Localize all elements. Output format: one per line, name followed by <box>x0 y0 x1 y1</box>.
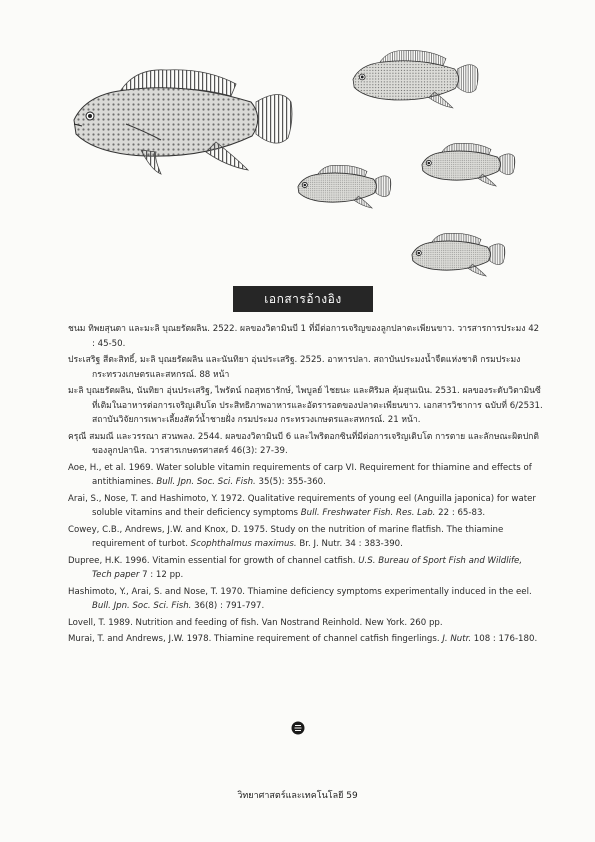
references-heading <box>233 286 373 312</box>
tilapia-fish-middle-left-illustration <box>294 162 394 214</box>
reference-tail: 7 : 12 pp. <box>139 570 184 580</box>
reference-text: Arai, S., Nose, T. and Hashimoto, Y. 1972. Qualitative requirements of young eel (Anguilla japonica) for water soluble vitamins and their deficiency symptoms <box>68 493 536 518</box>
reference-text: Cowey, C.B., Andrews, J.W. and Knox, D. 1975. Study on the nutrition of marine flatfish. The thiamine requirement of turbot. <box>68 524 504 549</box>
reference-entry <box>68 632 544 647</box>
reference-entry <box>68 353 544 382</box>
reference-entry <box>68 461 544 490</box>
references-heading-text: เอกสารอ้างอิง <box>264 291 342 306</box>
reference-entry <box>68 523 544 552</box>
reference-text: Murai, T. and Andrews, J.W. 1978. Thiamine requirement of channel catfish fingerlings. <box>68 634 443 644</box>
reference-text: Aoe, H., et al. 1969. Water soluble vitamin requirements of carp VI. Requirement for thiamine and effects of antithiamines. <box>68 462 532 487</box>
reference-entry <box>68 585 544 614</box>
reference-journal: Bull. Jpn. Soc. Sci. Fish. <box>92 601 192 611</box>
reference-list <box>68 322 544 649</box>
reference-text: Dupree, H.K. 1996. Vitamin essential for growth of channel catfish. <box>68 555 359 566</box>
reference-entry <box>68 384 544 428</box>
reference-text: Hashimoto, Y., Arai, S. and Nose, T. 1970. Thiamine deficiency symptoms experimentally induced in the eel. <box>68 586 532 597</box>
reference-text: มะลิ บุณยรัตผลิน, นันทิยา อุ่นประเสริฐ, ไพรัตน์ กอสุทธารักษ์, ไพบูลย์ ไชยนะ และศิริมล คุ้มสุนเนิน. 2531. ผลของระดับวิตามินซีที่เติมในอาหารต่อการเจริญเติบโต ประสิทธิภาพอาหารและอัตรารอดของปลาตะเพียนขาว. เอกสารวิชาการ ฉบับที่ 6/2531. สถาบันวิจัยการเพาะเลี้ยงสัตว์น้ำชายฝั่ง กรมประมง กระทรวงเกษตรและสหกรณ์. 21 หน้า. <box>68 386 543 425</box>
reference-journal: J. Nutr. <box>442 634 472 644</box>
reference-tail: 35(5): 355-360. <box>255 477 326 487</box>
tilapia-fish-bottom-right-illustration <box>408 230 508 282</box>
reference-entry <box>68 322 544 351</box>
reference-entry <box>68 430 544 459</box>
reference-tail: 22 : 65-83. <box>435 508 486 518</box>
reference-journal: U.S. Bureau of Sport Fish and Wildlife, Tech paper <box>92 555 523 580</box>
reference-text: ครุณี สมมณี และวรรณา สวนพลง. 2544. ผลของวิตามินบี 6 และไพริดอกซินที่มีต่อการเจริญเติบโต การตาย และลักษณะผิดปกติของลูกปลานิล. วารสารเกษตรศาสตร์ 46(3): 27-39. <box>68 431 539 456</box>
section-end-mark-icon <box>291 721 305 735</box>
reference-journal: Bull. Jpn. Soc. Sci. Fish. <box>156 477 256 487</box>
reference-text: ประเสริฐ สีตะสิทธิ์, มะลิ บุณยรัตผลิน และนันทิยา อุ่นประเสริฐ. 2525. อาหารปลา. สถาบันประมงน้ำจืดแห่งชาติ กรมประมง กระทรวงเกษตรและสหกรณ์. 88 หน้า <box>68 355 521 380</box>
reference-entry <box>68 554 544 583</box>
reference-text: Lovell, T. 1989. Nutrition and feeding of fish. Van Nostrand Reinhold. New York. 260 pp. <box>68 617 443 628</box>
tilapia-fish-top-right-illustration <box>346 46 484 116</box>
reference-entry <box>68 616 544 631</box>
footer-text: วิทยาศาสตร์และเทคโนโลยี 59 <box>237 791 358 801</box>
tilapia-fish-middle-right-illustration <box>418 140 518 192</box>
reference-entry <box>68 492 544 521</box>
page-footer <box>0 788 595 802</box>
reference-tail: Br. J. Nutr. 34 : 383-390. <box>296 539 403 549</box>
reference-tail: 108 : 176-180. <box>471 634 538 644</box>
reference-journal: Scophthalmus maximus. <box>190 539 297 549</box>
tilapia-fish-large-illustration <box>66 62 298 184</box>
reference-tail: 36(8) : 791-797. <box>191 601 265 611</box>
reference-journal: Bull. Freshwater Fish. Res. Lab. <box>300 508 436 518</box>
reference-text: ชนม ทิพยสุนดา และมะลิ บุณยรัตผลิน. 2522. ผลของวิตามินบี 1 ที่มีต่อการเจริญของลูกปลาตะเพียนขาว. วารสารการประมง 42 : 45-50. <box>68 324 540 349</box>
